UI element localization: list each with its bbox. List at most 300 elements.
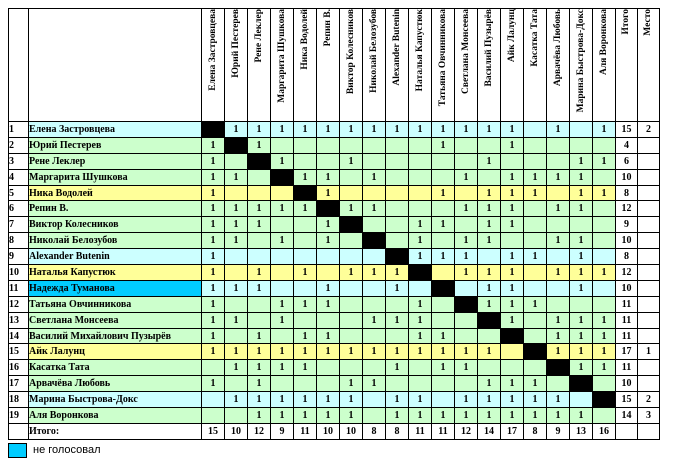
vote-cell [455, 312, 478, 328]
row-number: 1 [9, 122, 29, 138]
vote-cell [202, 392, 225, 408]
vote-cell [593, 233, 616, 249]
voter-header-label: Alexander Butenin [391, 9, 402, 86]
row-place: 2 [638, 392, 660, 408]
row-number: 4 [9, 169, 29, 185]
self-vote-cell [363, 233, 386, 249]
row-total: 11 [616, 360, 638, 376]
row-place [638, 153, 660, 169]
row-total: 11 [616, 312, 638, 328]
vote-cell: 1 [340, 344, 363, 360]
row-total: 15 [616, 392, 638, 408]
vote-cell: 1 [455, 249, 478, 265]
vote-cell [409, 201, 432, 217]
row-number: 13 [9, 312, 29, 328]
row-place [638, 328, 660, 344]
candidate-name: Виктор Колесников [29, 217, 202, 233]
legend [8, 443, 101, 457]
vote-cell: 1 [478, 217, 501, 233]
table-row [9, 344, 660, 360]
vote-cell [570, 217, 593, 233]
voter-header-label: Наталья Капустюк [414, 9, 425, 92]
footer-empty-cell [638, 423, 660, 439]
voter-header-label: Маргарита Шушкова [276, 9, 287, 103]
vote-cell: 1 [455, 408, 478, 424]
vote-cell: 1 [501, 137, 524, 153]
row-total: 11 [616, 296, 638, 312]
vote-cell: 1 [225, 312, 248, 328]
candidate-name: Татьяна Овчинникова [29, 296, 202, 312]
vote-cell: 1 [248, 265, 271, 281]
vote-cell: 1 [294, 328, 317, 344]
vote-cell [340, 296, 363, 312]
column-total: 10 [225, 423, 248, 439]
row-total: 4 [616, 137, 638, 153]
row-place [638, 201, 660, 217]
vote-cell [593, 201, 616, 217]
vote-cell: 1 [478, 201, 501, 217]
vote-cell: 1 [317, 169, 340, 185]
vote-cell: 1 [547, 392, 570, 408]
row-place [638, 249, 660, 265]
row-place [638, 169, 660, 185]
vote-cell: 1 [386, 122, 409, 138]
voter-header-label: Арвачёва Любовь [552, 9, 563, 87]
column-total: 13 [570, 423, 593, 439]
vote-cell [570, 122, 593, 138]
vote-cell [432, 392, 455, 408]
vote-cell [409, 360, 432, 376]
table-row [9, 249, 660, 265]
vote-cell: 1 [202, 344, 225, 360]
vote-cell [202, 360, 225, 376]
row-place [638, 296, 660, 312]
vote-cell [501, 153, 524, 169]
row-number: 14 [9, 328, 29, 344]
vote-cell: 1 [501, 280, 524, 296]
vote-cell [225, 328, 248, 344]
voter-header-label: Рене Леклер [253, 9, 264, 63]
column-total: 11 [432, 423, 455, 439]
vote-cell: 1 [340, 408, 363, 424]
vote-cell: 1 [248, 122, 271, 138]
vote-cell: 1 [363, 312, 386, 328]
vote-cell: 1 [455, 344, 478, 360]
vote-cell: 1 [248, 392, 271, 408]
vote-cell: 1 [271, 122, 294, 138]
header-name-cell [29, 9, 202, 122]
vote-cell [409, 137, 432, 153]
vote-cell: 1 [294, 344, 317, 360]
table-row [9, 153, 660, 169]
vote-cell: 1 [455, 360, 478, 376]
vote-cell: 1 [547, 122, 570, 138]
vote-cell [524, 280, 547, 296]
vote-cell [524, 201, 547, 217]
row-number: 9 [9, 249, 29, 265]
candidate-name: Василий Михайлович Пузырёв [29, 328, 202, 344]
voter-header [271, 9, 294, 122]
row-place [638, 312, 660, 328]
vote-cell: 1 [478, 122, 501, 138]
column-total: 10 [317, 423, 340, 439]
vote-cell: 1 [570, 185, 593, 201]
vote-cell [363, 185, 386, 201]
vote-cell: 1 [593, 265, 616, 281]
voter-header [524, 9, 547, 122]
vote-cell: 1 [455, 169, 478, 185]
voter-header-label: Марина Быстрова-Докс [575, 9, 586, 113]
row-total: 8 [616, 249, 638, 265]
vote-cell: 1 [501, 392, 524, 408]
row-total: 10 [616, 169, 638, 185]
vote-cell: 1 [317, 280, 340, 296]
vote-cell [524, 137, 547, 153]
table-row [9, 217, 660, 233]
candidate-name: Николай Белозубов [29, 233, 202, 249]
vote-cell: 1 [317, 185, 340, 201]
vote-cell [547, 280, 570, 296]
column-total: 11 [294, 423, 317, 439]
voter-header-label: Василий Пузырёв [483, 9, 494, 87]
voter-header [202, 9, 225, 122]
self-vote-cell [271, 169, 294, 185]
vote-cell [294, 312, 317, 328]
vote-cell [340, 233, 363, 249]
vote-cell: 1 [271, 201, 294, 217]
vote-cell [547, 249, 570, 265]
total-header [616, 9, 638, 122]
vote-cell [248, 249, 271, 265]
column-total: 8 [524, 423, 547, 439]
vote-cell [363, 360, 386, 376]
vote-cell: 1 [432, 408, 455, 424]
row-place: 3 [638, 408, 660, 424]
vote-cell: 1 [294, 392, 317, 408]
voter-header-label: Елена Застровцева [207, 9, 218, 91]
vote-cell [386, 233, 409, 249]
vote-cell [294, 280, 317, 296]
vote-cell: 1 [570, 360, 593, 376]
vote-cell: 1 [524, 376, 547, 392]
row-number: 19 [9, 408, 29, 424]
row-number: 10 [9, 265, 29, 281]
vote-cell: 1 [386, 344, 409, 360]
vote-cell: 1 [202, 169, 225, 185]
vote-cell [340, 312, 363, 328]
self-vote-cell: 1 [570, 376, 593, 392]
vote-cell [271, 280, 294, 296]
column-total: 17 [501, 423, 524, 439]
vote-cell [340, 169, 363, 185]
vote-cell [294, 233, 317, 249]
vote-cell: 1 [271, 360, 294, 376]
place-header [638, 9, 660, 122]
vote-cell: 1 [593, 185, 616, 201]
vote-cell [386, 137, 409, 153]
vote-cell: 1 [455, 201, 478, 217]
vote-cell [386, 153, 409, 169]
vote-cell: 1 [501, 408, 524, 424]
vote-cell: 1 [340, 153, 363, 169]
vote-cell [501, 360, 524, 376]
vote-cell [271, 376, 294, 392]
column-total: 16 [593, 423, 616, 439]
voting-table [8, 8, 660, 440]
row-total: 6 [616, 153, 638, 169]
vote-cell: 1 [570, 265, 593, 281]
vote-cell: 1 [363, 265, 386, 281]
column-total: 11 [409, 423, 432, 439]
vote-cell [409, 185, 432, 201]
total-header-label: Итого [621, 9, 631, 35]
vote-cell [593, 217, 616, 233]
vote-cell [524, 265, 547, 281]
vote-cell [340, 360, 363, 376]
row-number: 8 [9, 233, 29, 249]
vote-cell: 1 [478, 344, 501, 360]
vote-cell: 1 [547, 169, 570, 185]
row-number: 15 [9, 344, 29, 360]
self-vote-cell [386, 249, 409, 265]
column-total: 12 [248, 423, 271, 439]
vote-cell: 1 [570, 312, 593, 328]
candidate-name: Наталья Капустюк [29, 265, 202, 281]
vote-cell [432, 153, 455, 169]
vote-cell: 1 [455, 233, 478, 249]
vote-cell [363, 392, 386, 408]
row-total: 11 [616, 328, 638, 344]
candidate-name: Надежда Туманова [29, 280, 202, 296]
row-place [638, 265, 660, 281]
table-row [9, 233, 660, 249]
vote-cell: 1 [409, 344, 432, 360]
vote-cell: 1 [409, 312, 432, 328]
table-row [9, 169, 660, 185]
vote-cell: 1 [547, 233, 570, 249]
vote-cell [340, 185, 363, 201]
vote-cell: 1 [593, 344, 616, 360]
vote-cell [317, 360, 340, 376]
vote-cell [501, 344, 524, 360]
candidate-name: Светлана Монсеева [29, 312, 202, 328]
vote-cell: 1 [317, 328, 340, 344]
vote-cell [593, 280, 616, 296]
vote-cell: 1 [294, 201, 317, 217]
row-total: 12 [616, 201, 638, 217]
voter-header [432, 9, 455, 122]
column-total: 14 [478, 423, 501, 439]
vote-cell [317, 249, 340, 265]
vote-cell [524, 328, 547, 344]
row-total: 10 [616, 280, 638, 296]
vote-cell: 1 [202, 312, 225, 328]
vote-cell: 1 [225, 344, 248, 360]
vote-cell: 1 [386, 265, 409, 281]
vote-cell [363, 217, 386, 233]
vote-cell [317, 265, 340, 281]
vote-cell [363, 328, 386, 344]
row-total: 10 [616, 233, 638, 249]
vote-cell: 1 [225, 280, 248, 296]
vote-cell: 1 [409, 233, 432, 249]
voter-header-label: Касатка Тата [529, 9, 540, 67]
vote-cell [593, 137, 616, 153]
vote-cell: 1 [271, 153, 294, 169]
vote-cell [593, 408, 616, 424]
vote-cell [386, 185, 409, 201]
vote-cell: 1 [478, 280, 501, 296]
vote-cell: 1 [294, 360, 317, 376]
table-row [9, 201, 660, 217]
voter-header [455, 9, 478, 122]
vote-cell [524, 122, 547, 138]
vote-cell [294, 217, 317, 233]
vote-cell [225, 296, 248, 312]
vote-cell: 1 [478, 296, 501, 312]
vote-cell: 1 [225, 201, 248, 217]
vote-cell: 1 [547, 408, 570, 424]
vote-cell: 1 [317, 344, 340, 360]
vote-cell: 1 [570, 249, 593, 265]
vote-cell: 1 [271, 233, 294, 249]
vote-cell: 1 [202, 137, 225, 153]
vote-cell: 1 [524, 169, 547, 185]
voter-header-label: Светлана Монсеева [460, 9, 471, 95]
table-row [9, 280, 660, 296]
vote-cell: 1 [271, 408, 294, 424]
vote-cell: 1 [409, 408, 432, 424]
row-total: 12 [616, 265, 638, 281]
vote-cell [225, 153, 248, 169]
row-number: 12 [9, 296, 29, 312]
vote-cell [294, 376, 317, 392]
voter-header [386, 9, 409, 122]
vote-cell: 1 [202, 201, 225, 217]
vote-cell [455, 137, 478, 153]
self-vote-cell: 1 [524, 344, 547, 360]
vote-cell: 1 [386, 392, 409, 408]
vote-cell: 1 [386, 360, 409, 376]
vote-cell [386, 376, 409, 392]
self-vote-cell [248, 153, 271, 169]
vote-cell [386, 217, 409, 233]
vote-cell: 1 [225, 122, 248, 138]
vote-cell [271, 265, 294, 281]
vote-cell: 1 [409, 296, 432, 312]
vote-cell: 1 [432, 217, 455, 233]
vote-cell: 1 [386, 312, 409, 328]
vote-cell: 1 [593, 122, 616, 138]
vote-cell [547, 296, 570, 312]
vote-cell [363, 153, 386, 169]
self-vote-cell [202, 122, 225, 138]
voter-header [248, 9, 271, 122]
vote-cell: 1 [294, 408, 317, 424]
vote-cell [524, 312, 547, 328]
voter-header-label: Ника Водолей [299, 9, 310, 70]
vote-cell [248, 169, 271, 185]
candidate-name: Рене Леклер [29, 153, 202, 169]
footer-label: Итого: [29, 423, 202, 439]
self-vote-cell: 1 [501, 328, 524, 344]
voter-header-label: Виктор Колесников [345, 9, 356, 95]
vote-cell: 1 [202, 265, 225, 281]
vote-cell: 1 [524, 185, 547, 201]
vote-cell [294, 249, 317, 265]
voter-header-label: Аля Воронкова [598, 9, 609, 76]
voter-header [593, 9, 616, 122]
vote-cell: 1 [478, 376, 501, 392]
vote-cell: 1 [294, 169, 317, 185]
row-number: 17 [9, 376, 29, 392]
column-total: 8 [386, 423, 409, 439]
vote-cell [432, 376, 455, 392]
table-row [9, 265, 660, 281]
self-vote-cell: 1 [593, 392, 616, 408]
vote-cell [225, 376, 248, 392]
vote-cell: 1 [271, 344, 294, 360]
footer-row [9, 423, 660, 439]
voter-header [570, 9, 593, 122]
vote-cell [409, 376, 432, 392]
vote-cell [593, 169, 616, 185]
vote-cell: 1 [547, 344, 570, 360]
vote-cell: 1 [248, 137, 271, 153]
vote-cell [432, 201, 455, 217]
vote-cell: 1 [317, 392, 340, 408]
candidate-name: Юрий Пестерев [29, 137, 202, 153]
table-row [9, 137, 660, 153]
vote-cell [271, 217, 294, 233]
candidate-name: Касатка Тата [29, 360, 202, 376]
vote-cell [340, 137, 363, 153]
vote-cell: 1 [570, 344, 593, 360]
candidate-name: Маргарита Шушкова [29, 169, 202, 185]
candidate-name: Айк Лалунц [29, 344, 202, 360]
vote-cell: 1 [317, 408, 340, 424]
voter-header [363, 9, 386, 122]
vote-cell [478, 169, 501, 185]
vote-cell: 1 [363, 376, 386, 392]
vote-cell [432, 296, 455, 312]
vote-cell: 1 [225, 360, 248, 376]
vote-cell: 1 [570, 408, 593, 424]
row-place [638, 376, 660, 392]
vote-cell: 1 [501, 122, 524, 138]
vote-cell: 1 [547, 201, 570, 217]
vote-cell [409, 280, 432, 296]
column-total: 9 [547, 423, 570, 439]
candidate-name: Репин В. [29, 201, 202, 217]
vote-cell [363, 137, 386, 153]
vote-cell: 1 [501, 312, 524, 328]
voter-header-label: Айк Лалунц [506, 9, 517, 63]
self-vote-cell [478, 312, 501, 328]
vote-cell: 1 [570, 169, 593, 185]
vote-cell: 1 [501, 249, 524, 265]
candidate-name: Alexander Butenin [29, 249, 202, 265]
footer-num-cell [9, 423, 29, 439]
self-vote-cell [225, 137, 248, 153]
vote-cell [248, 233, 271, 249]
candidate-name: Елена Застровцева [29, 122, 202, 138]
voter-header [225, 9, 248, 122]
row-number: 18 [9, 392, 29, 408]
vote-cell [340, 328, 363, 344]
vote-cell: 1 [478, 153, 501, 169]
vote-cell: 1 [202, 217, 225, 233]
